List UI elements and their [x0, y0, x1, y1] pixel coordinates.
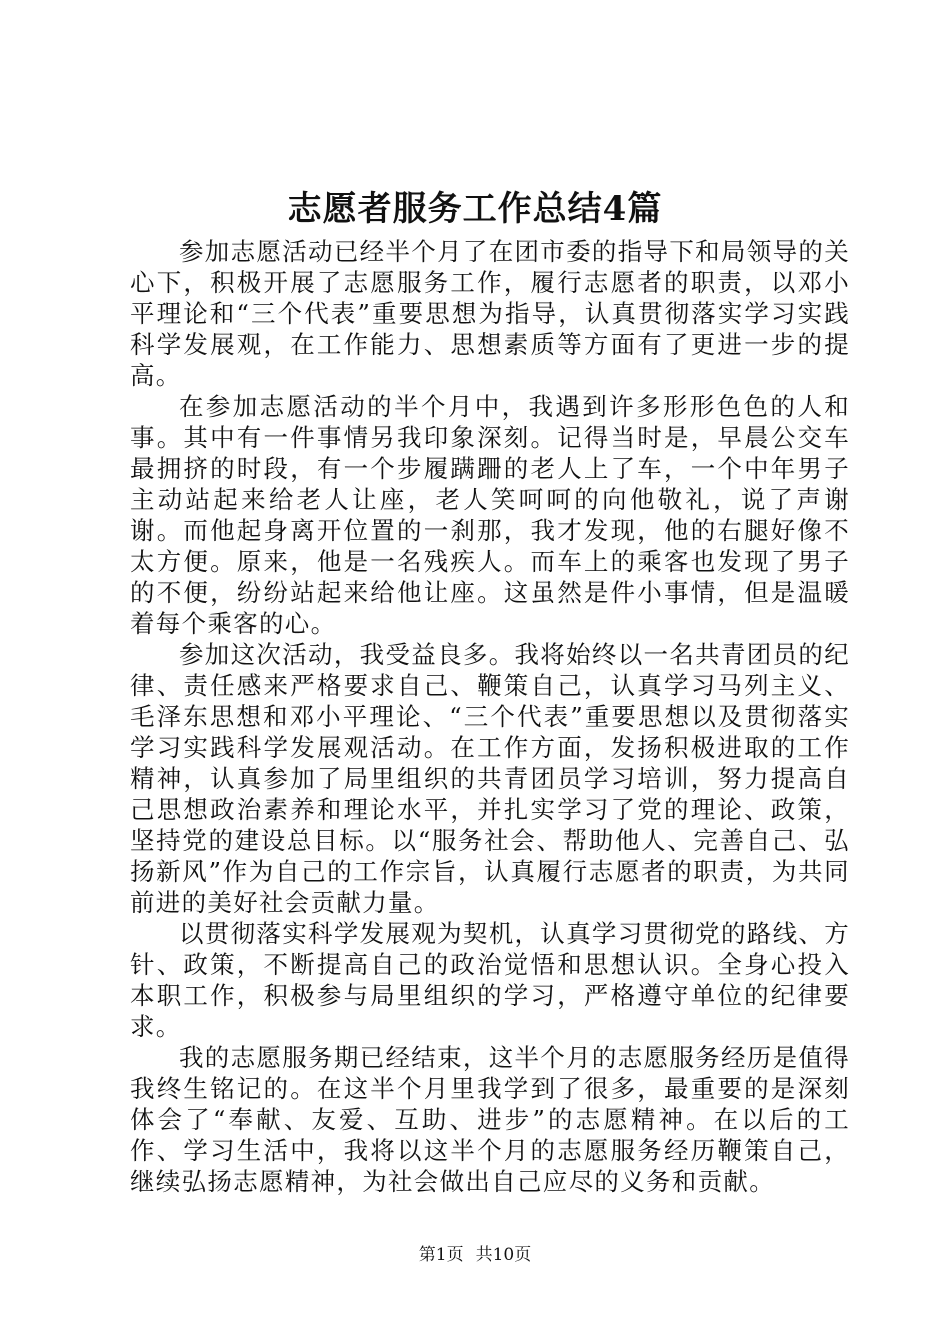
page-number: 第1页 [418, 1245, 464, 1265]
page-total: 共10页 [475, 1245, 532, 1265]
document-title: 志愿者服务工作总结4篇 [287, 189, 663, 229]
paragraph: 在参加志愿活动的半个月中，我遇到许多形形色色的人和事。其中有一件事情另我印象深刻。记得当时是，早晨公交车最拥挤的时段，有一个步履蹒跚的老人上了车，一个中年男子主动站起来给老人让座，老人笑呵呵的向他敬礼，说了声谢谢。而他起身离开位置的一刹那，我才发现，他的右腿好像不太方便。原来，他是一名残疾人。而车上的乘客也发现了男子的不便，纷纷站起来给他让座。这虽然是件小事情，但是温暖着每个乘客的心。 [130, 392, 850, 638]
paragraph: 我的志愿服务期已经结束，这半个月的志愿服务经历是值得我终生铭记的。在这半个月里我学到了很多，最重要的是深刻体会了“奉献、友爱、互助、进步”的志愿精神。在以后的工作、学习生活中，我将以这半个月的志愿服务经历鞭策自己，继续弘扬志愿精神，为社会做出自己应尽的义务和贡献。 [130, 1043, 850, 1196]
page-footer [0, 1243, 950, 1267]
paragraph: 参加这次活动，我受益良多。我将始终以一名共青团员的纪律、责任感来严格要求自己、鞭策自己，认真学习马列主义、毛泽东思想和邓小平理论、“三个代表”重要思想以及贯彻落实学习实践科学发展观活动。在工作方面，发扬积极进取的工作精神，认真参加了局里组织的共青团员学习培训，努力提高自己思想政治素养和理论水平，并扎实学习了党的理论、政策，坚持党的建设总目标。以“服务社会、帮助他人、完善自己、弘扬新风”作为自己的工作宗旨，认真履行志愿者的职责，为共同前进的美好社会贡献力量。 [130, 640, 850, 917]
paragraph: 参加志愿活动已经半个月了在团市委的指导下和局领导的关心下，积极开展了志愿服务工作，履行志愿者的职责，以邓小平理论和“三个代表”重要思想为指导，认真贯彻落实学习实践科学发展观，在工作能力、思想素质等方面有了更进一步的提高。 [130, 237, 850, 390]
paragraph: 以贯彻落实科学发展观为契机，认真学习贯彻党的路线、方针、政策，不断提高自己的政治觉悟和思想认识。全身心投入本职工作，积极参与局里组织的学习，严格遵守单位的纪律要求。 [130, 919, 850, 1041]
document-body [130, 236, 850, 1197]
